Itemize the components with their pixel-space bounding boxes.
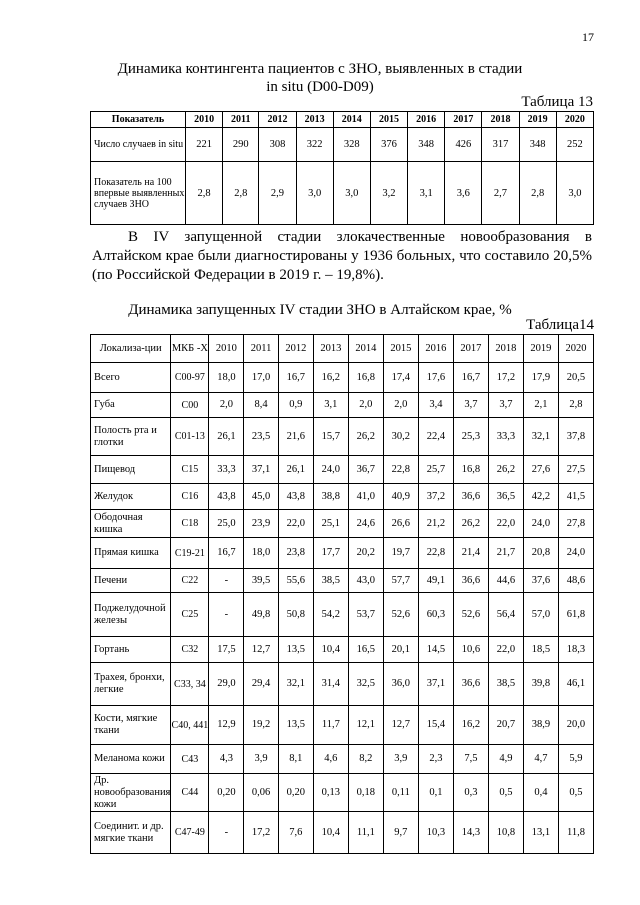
table-cell: 17,4 xyxy=(383,363,418,393)
table-cell: 426 xyxy=(445,128,482,162)
table-cell: 10,8 xyxy=(488,812,523,854)
table-cell: 322 xyxy=(296,128,333,162)
table-cell: 49,1 xyxy=(418,569,453,593)
table14-year-header: 2013 xyxy=(313,335,348,363)
table-cell: 22,8 xyxy=(383,456,418,484)
table-cell: 15,4 xyxy=(418,706,453,745)
table-cell: 3,4 xyxy=(418,393,453,418)
table-cell: 22,0 xyxy=(278,510,313,538)
table-cell: 5,9 xyxy=(558,745,593,774)
table-cell: 11,7 xyxy=(313,706,348,745)
localization-cell: Желудок xyxy=(91,484,171,510)
table14-year-header: 2016 xyxy=(418,335,453,363)
table-cell: 2,0 xyxy=(348,393,383,418)
table-cell: 26,1 xyxy=(278,456,313,484)
table13-year-header: 2012 xyxy=(259,112,296,128)
table-cell: 16,7 xyxy=(209,538,244,569)
table-cell: 0,20 xyxy=(209,774,244,812)
table-cell: 24,0 xyxy=(313,456,348,484)
table-cell: 23,5 xyxy=(244,418,278,456)
table-cell: 308 xyxy=(259,128,296,162)
table-cell: 27,8 xyxy=(558,510,593,538)
table-cell: 290 xyxy=(223,128,259,162)
table-cell: 22,8 xyxy=(418,538,453,569)
table14-header-icd: МКБ -Х xyxy=(171,335,209,363)
localization-cell: Ободочная кишка xyxy=(91,510,171,538)
table-row xyxy=(91,128,594,162)
table-cell: 37,1 xyxy=(244,456,278,484)
table-cell: 16,8 xyxy=(453,456,488,484)
table-cell: 22,4 xyxy=(418,418,453,456)
table13-header-indicator: Показатель xyxy=(91,112,186,128)
table-row xyxy=(91,774,594,812)
table-cell: 20,7 xyxy=(488,706,523,745)
table-row xyxy=(91,745,594,774)
table-cell: 36,5 xyxy=(488,484,523,510)
table-cell: 10,4 xyxy=(313,812,348,854)
table-cell: 20,8 xyxy=(523,538,558,569)
localization-cell: Поджелудочной железы xyxy=(91,593,171,637)
table-cell: 40,9 xyxy=(383,484,418,510)
table-cell: 0,1 xyxy=(418,774,453,812)
table-cell: 38,5 xyxy=(313,569,348,593)
table-row xyxy=(91,663,594,706)
table-cell: 2,8 xyxy=(186,162,223,225)
table-cell: 52,6 xyxy=(383,593,418,637)
table-cell: 2,7 xyxy=(482,162,519,225)
table13-year-header: 2010 xyxy=(186,112,223,128)
table-cell: 26,6 xyxy=(383,510,418,538)
icd-cell: C40, 441 xyxy=(171,706,209,745)
table-cell: 36,7 xyxy=(348,456,383,484)
table-cell: 317 xyxy=(482,128,519,162)
icd-cell: C18 xyxy=(171,510,209,538)
table-cell: 328 xyxy=(333,128,370,162)
table-cell: 22,0 xyxy=(488,510,523,538)
table-cell: 0,11 xyxy=(383,774,418,812)
localization-cell: Прямая кишка xyxy=(91,538,171,569)
table13-header-row xyxy=(91,112,594,128)
table13-year-header: 2014 xyxy=(333,112,370,128)
table-cell: 22,0 xyxy=(488,637,523,663)
table-cell: 9,7 xyxy=(383,812,418,854)
table-cell: 0,5 xyxy=(558,774,593,812)
table-cell: 38,9 xyxy=(523,706,558,745)
table13-year-header: 2015 xyxy=(370,112,407,128)
table-cell: 25,1 xyxy=(313,510,348,538)
icd-cell: C01-13 xyxy=(171,418,209,456)
table-cell: 32,1 xyxy=(278,663,313,706)
table-cell: 0,13 xyxy=(313,774,348,812)
table-cell: 17,7 xyxy=(313,538,348,569)
table-row xyxy=(91,593,594,637)
table-cell: 26,2 xyxy=(348,418,383,456)
table14-header-row xyxy=(91,335,594,363)
table-cell: 24,6 xyxy=(348,510,383,538)
table-row xyxy=(91,637,594,663)
table-cell: - xyxy=(209,593,244,637)
table-cell: 4,3 xyxy=(209,745,244,774)
table-cell: 17,6 xyxy=(418,363,453,393)
table-cell: 44,6 xyxy=(488,569,523,593)
table-row xyxy=(91,484,594,510)
table-cell: 3,6 xyxy=(445,162,482,225)
table-cell: 54,2 xyxy=(313,593,348,637)
table14-year-header: 2011 xyxy=(244,335,278,363)
table13-year-header: 2016 xyxy=(408,112,445,128)
table14-year-header: 2018 xyxy=(488,335,523,363)
localization-cell: Кости, мягкие ткани xyxy=(91,706,171,745)
table-cell: 57,7 xyxy=(383,569,418,593)
table-cell: 33,3 xyxy=(488,418,523,456)
table-cell: 23,8 xyxy=(278,538,313,569)
table-cell: 17,5 xyxy=(209,637,244,663)
table-cell: 46,1 xyxy=(558,663,593,706)
body-paragraph: В IV запущенной стадии злокачественные новообразования в Алтайском крае были диагностированы у 1936 больных, что составило 20,5% (по Российской Федерации в 2019 г. – 19,8%). xyxy=(92,229,592,283)
table-cell: 0,18 xyxy=(348,774,383,812)
table13-year-header: 2013 xyxy=(296,112,333,128)
table-cell: 18,3 xyxy=(558,637,593,663)
table13-title-line2: in situ (D00-D09) xyxy=(266,79,374,95)
table-cell: 15,7 xyxy=(313,418,348,456)
table-cell: 26,2 xyxy=(453,510,488,538)
table-cell: 3,9 xyxy=(383,745,418,774)
table13-year-header: 2018 xyxy=(482,112,519,128)
table-cell: 14,3 xyxy=(453,812,488,854)
table-cell: 252 xyxy=(556,128,593,162)
localization-cell: Губа xyxy=(91,393,171,418)
table-cell: 33,3 xyxy=(209,456,244,484)
table-cell: 10,6 xyxy=(453,637,488,663)
localization-cell: Гортань xyxy=(91,637,171,663)
table-cell: 25,3 xyxy=(453,418,488,456)
table-cell: 25,0 xyxy=(209,510,244,538)
table-cell: 16,8 xyxy=(348,363,383,393)
table-cell: 19,7 xyxy=(383,538,418,569)
table-cell: 3,0 xyxy=(333,162,370,225)
table13-year-header: 2020 xyxy=(556,112,593,128)
table-cell: 60,3 xyxy=(418,593,453,637)
table-cell: 2,9 xyxy=(259,162,296,225)
icd-cell: C25 xyxy=(171,593,209,637)
icd-cell: C33, 34 xyxy=(171,663,209,706)
localization-cell: Пищевод xyxy=(91,456,171,484)
table-cell: 0,4 xyxy=(523,774,558,812)
table-cell: 10,4 xyxy=(313,637,348,663)
table13-label: Таблица 13 xyxy=(521,94,593,110)
icd-cell: C16 xyxy=(171,484,209,510)
table-cell: 2,3 xyxy=(418,745,453,774)
table-cell: 20,5 xyxy=(558,363,593,393)
table13-year-header: 2019 xyxy=(519,112,556,128)
table13-title xyxy=(0,60,640,96)
table-cell: 2,8 xyxy=(519,162,556,225)
table-row xyxy=(91,569,594,593)
table-cell: 3,1 xyxy=(408,162,445,225)
table-cell: 2,0 xyxy=(209,393,244,418)
table-cell: 45,0 xyxy=(244,484,278,510)
page-number: 17 xyxy=(582,30,594,44)
icd-cell: C22 xyxy=(171,569,209,593)
table14-year-header: 2019 xyxy=(523,335,558,363)
table-row xyxy=(91,162,594,225)
table-cell: 16,7 xyxy=(453,363,488,393)
table-row xyxy=(91,456,594,484)
table-row xyxy=(91,393,594,418)
table-cell: 3,9 xyxy=(244,745,278,774)
table-cell: 8,4 xyxy=(244,393,278,418)
table13-year-header: 2017 xyxy=(445,112,482,128)
table-cell: 221 xyxy=(186,128,223,162)
table-row xyxy=(91,510,594,538)
table14 xyxy=(90,334,594,854)
table-cell: 7,5 xyxy=(453,745,488,774)
table-row xyxy=(91,812,594,854)
icd-cell: C32 xyxy=(171,637,209,663)
table-cell: 0,3 xyxy=(453,774,488,812)
table14-year-header: 2017 xyxy=(453,335,488,363)
localization-cell: Др. новообразования кожи xyxy=(91,774,171,812)
table-cell: 29,0 xyxy=(209,663,244,706)
table-cell: 36,0 xyxy=(383,663,418,706)
icd-cell: C15 xyxy=(171,456,209,484)
table-cell: 0,9 xyxy=(278,393,313,418)
table-cell: 61,8 xyxy=(558,593,593,637)
table-cell: 4,7 xyxy=(523,745,558,774)
table-cell: 17,2 xyxy=(488,363,523,393)
table-cell: 18,0 xyxy=(244,538,278,569)
table-cell: 11,1 xyxy=(348,812,383,854)
localization-cell: Всего xyxy=(91,363,171,393)
table-cell: 17,9 xyxy=(523,363,558,393)
table14-year-header: 2014 xyxy=(348,335,383,363)
table-cell: 21,2 xyxy=(418,510,453,538)
table-cell: 20,2 xyxy=(348,538,383,569)
table-cell: 17,2 xyxy=(244,812,278,854)
table-cell: 38,8 xyxy=(313,484,348,510)
row-label: Число случаев in situ xyxy=(91,128,186,162)
table-cell: 8,2 xyxy=(348,745,383,774)
table14-year-header: 2010 xyxy=(209,335,244,363)
icd-cell: C00 xyxy=(171,393,209,418)
table-cell: 21,6 xyxy=(278,418,313,456)
table-cell: 21,7 xyxy=(488,538,523,569)
table-cell: 2,8 xyxy=(223,162,259,225)
table-cell: 21,4 xyxy=(453,538,488,569)
table-cell: 37,2 xyxy=(418,484,453,510)
table-cell: 16,2 xyxy=(313,363,348,393)
table-cell: 53,7 xyxy=(348,593,383,637)
table13-year-header: 2011 xyxy=(223,112,259,128)
table-cell: 24,0 xyxy=(523,510,558,538)
table-cell: 20,0 xyxy=(558,706,593,745)
localization-cell: Соединит. и др. мягкие ткани xyxy=(91,812,171,854)
table14-title: Динамика запущенных IV стадии ЗНО в Алтайском крае, % xyxy=(128,302,512,318)
table-cell: 2,0 xyxy=(383,393,418,418)
table-cell: 3,2 xyxy=(370,162,407,225)
table-cell: 0,20 xyxy=(278,774,313,812)
table-cell: 13,5 xyxy=(278,637,313,663)
table-cell: 36,6 xyxy=(453,663,488,706)
table-cell: - xyxy=(209,569,244,593)
table-cell: 32,5 xyxy=(348,663,383,706)
table-cell: 18,0 xyxy=(209,363,244,393)
table-cell: 3,7 xyxy=(453,393,488,418)
table-cell: 17,0 xyxy=(244,363,278,393)
icd-cell: C19-21 xyxy=(171,538,209,569)
table-cell: 27,5 xyxy=(558,456,593,484)
table-cell: 3,0 xyxy=(556,162,593,225)
table14-label: Таблица14 xyxy=(526,317,594,333)
icd-cell: C47-49 xyxy=(171,812,209,854)
table14-year-header: 2020 xyxy=(558,335,593,363)
table-cell: 41,0 xyxy=(348,484,383,510)
table-cell: 4,9 xyxy=(488,745,523,774)
table14-year-header: 2015 xyxy=(383,335,418,363)
table-cell: 24,0 xyxy=(558,538,593,569)
table-cell: 36,6 xyxy=(453,569,488,593)
table-cell: 3,7 xyxy=(488,393,523,418)
table-cell: 12,7 xyxy=(383,706,418,745)
table-cell: 7,6 xyxy=(278,812,313,854)
table-cell: 43,8 xyxy=(209,484,244,510)
table-cell: 3,0 xyxy=(296,162,333,225)
table-cell: 376 xyxy=(370,128,407,162)
table-cell: 48,6 xyxy=(558,569,593,593)
table-cell: 37,6 xyxy=(523,569,558,593)
table-cell: 12,9 xyxy=(209,706,244,745)
table-cell: 14,5 xyxy=(418,637,453,663)
table-cell: 32,1 xyxy=(523,418,558,456)
table-cell: 348 xyxy=(408,128,445,162)
table-cell: 25,7 xyxy=(418,456,453,484)
table-cell: 2,8 xyxy=(558,393,593,418)
table-cell: 49,8 xyxy=(244,593,278,637)
table-row xyxy=(91,363,594,393)
table-cell: 30,2 xyxy=(383,418,418,456)
table14-year-header: 2012 xyxy=(278,335,313,363)
table13-title-line1: Динамика контингента пациентов с ЗНО, выявленных в стадии xyxy=(117,61,523,77)
table-cell: 37,8 xyxy=(558,418,593,456)
table-cell: 39,5 xyxy=(244,569,278,593)
table-cell: 11,8 xyxy=(558,812,593,854)
table-cell: 348 xyxy=(519,128,556,162)
table-cell: 27,6 xyxy=(523,456,558,484)
table-cell: 31,4 xyxy=(313,663,348,706)
table-cell: 16,5 xyxy=(348,637,383,663)
table-row xyxy=(91,418,594,456)
table-cell: 57,0 xyxy=(523,593,558,637)
table-cell: 16,7 xyxy=(278,363,313,393)
table-cell: 0,5 xyxy=(488,774,523,812)
table-cell: 50,8 xyxy=(278,593,313,637)
table-cell: 42,2 xyxy=(523,484,558,510)
table-cell: 12,7 xyxy=(244,637,278,663)
table-cell: 52,6 xyxy=(453,593,488,637)
table-cell: 39,8 xyxy=(523,663,558,706)
table-cell: 0,06 xyxy=(244,774,278,812)
table-cell: 4,6 xyxy=(313,745,348,774)
table-cell: 3,1 xyxy=(313,393,348,418)
table-cell: 36,6 xyxy=(453,484,488,510)
icd-cell: C43 xyxy=(171,745,209,774)
table-cell: 2,1 xyxy=(523,393,558,418)
table-cell: 29,4 xyxy=(244,663,278,706)
table13 xyxy=(90,111,594,225)
table-cell: 43,0 xyxy=(348,569,383,593)
localization-cell: Печени xyxy=(91,569,171,593)
table-row xyxy=(91,538,594,569)
icd-cell: C44 xyxy=(171,774,209,812)
table-cell: 20,1 xyxy=(383,637,418,663)
table-cell: 10,3 xyxy=(418,812,453,854)
table-cell: 13,1 xyxy=(523,812,558,854)
table-cell: 41,5 xyxy=(558,484,593,510)
localization-cell: Трахея, бронхи, легкие xyxy=(91,663,171,706)
table-cell: 16,2 xyxy=(453,706,488,745)
table-cell: 19,2 xyxy=(244,706,278,745)
table-cell: 56,4 xyxy=(488,593,523,637)
table-cell: 26,1 xyxy=(209,418,244,456)
table-row xyxy=(91,706,594,745)
table-cell: 43,8 xyxy=(278,484,313,510)
table-cell: 37,1 xyxy=(418,663,453,706)
table-cell: 26,2 xyxy=(488,456,523,484)
table-cell: 23,9 xyxy=(244,510,278,538)
localization-cell: Полость рта и глотки xyxy=(91,418,171,456)
icd-cell: C00-97 xyxy=(171,363,209,393)
table-cell: 8,1 xyxy=(278,745,313,774)
table-cell: 13,5 xyxy=(278,706,313,745)
localization-cell: Меланома кожи xyxy=(91,745,171,774)
table-cell: - xyxy=(209,812,244,854)
table-cell: 55,6 xyxy=(278,569,313,593)
row-label: Показатель на 100 впервые выявленных случаев ЗНО xyxy=(91,162,186,225)
table14-header-localization: Локализа-ции xyxy=(91,335,171,363)
table-cell: 18,5 xyxy=(523,637,558,663)
table-cell: 38,5 xyxy=(488,663,523,706)
table-cell: 12,1 xyxy=(348,706,383,745)
